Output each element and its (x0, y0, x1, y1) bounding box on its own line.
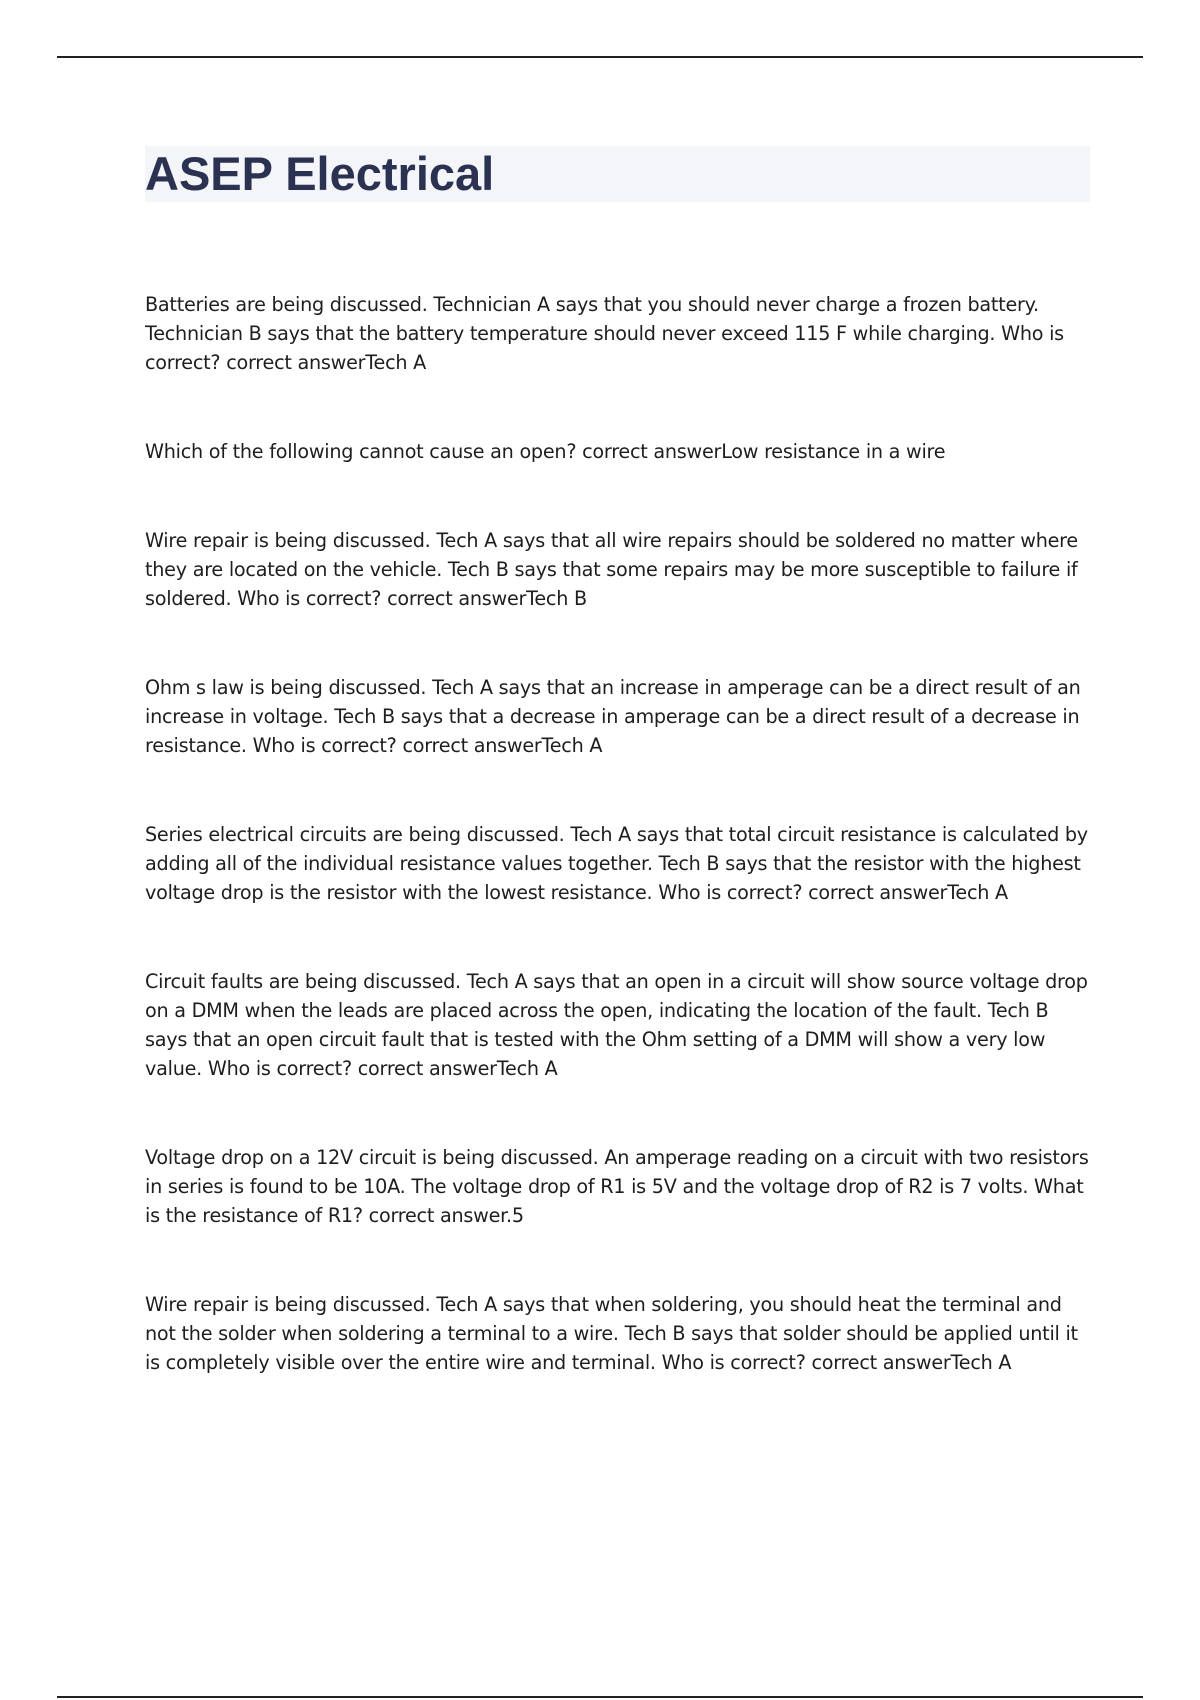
question-item: Circuit faults are being discussed. Tech A says that an open in a circuit will show source voltage drop on a DMM when the leads are placed across the open, indicating the location of the fault. Tech B says that an open circuit fault that is tested with the Ohm setting of a DMM will show a very low value. Who is correct? correct answerTech A (145, 970, 1088, 1080)
question-item: Voltage drop on a 12V circuit is being discussed. An amperage reading on a circuit with two resistors in series is found to be 10A. The voltage drop of R1 is 5V and the voltage drop of R2 is 7 volts. What is the resistance of R1? correct answer.5 (145, 1146, 1089, 1227)
document-title: ASEP Electrical (145, 147, 495, 200)
question-item: Wire repair is being discussed. Tech A says that all wire repairs should be soldered no matter where they are located on the vehicle. Tech B says that some repairs may be more susceptible to failure if soldered. Who is correct? correct answerTech B (145, 529, 1078, 610)
question-item: Batteries are being discussed. Technician A says that you should never charge a frozen battery. Technician B says that the battery temperature should never exceed 115 F while charging. Who is correct? correct answerTech A (145, 293, 1064, 374)
title-band (145, 146, 1090, 202)
question-item: Which of the following cannot cause an open? correct answerLow resistance in a wire (145, 440, 946, 463)
question-item: Series electrical circuits are being discussed. Tech A says that total circuit resistance is calculated by adding all of the individual resistance values together. Tech B says that the resistor with the highest voltage drop is the resistor with the lowest resistance. Who is correct? correct answerTech A (145, 823, 1088, 904)
question-item: Ohm s law is being discussed. Tech A says that an increase in amperage can be a direct result of an increase in voltage. Tech B says that a decrease in amperage can be a direct result of a decrease in resistance. Who is correct? correct answerTech A (145, 676, 1081, 757)
bottom-rule (57, 1696, 1143, 1698)
top-rule (57, 56, 1143, 58)
question-item: Wire repair is being discussed. Tech A says that when soldering, you should heat the terminal and not the solder when soldering a terminal to a wire. Tech B says that solder should be applied until it is completely visible over the entire wire and terminal. Who is correct? correct answerTech A (145, 1293, 1078, 1374)
question-list (145, 290, 1095, 1437)
